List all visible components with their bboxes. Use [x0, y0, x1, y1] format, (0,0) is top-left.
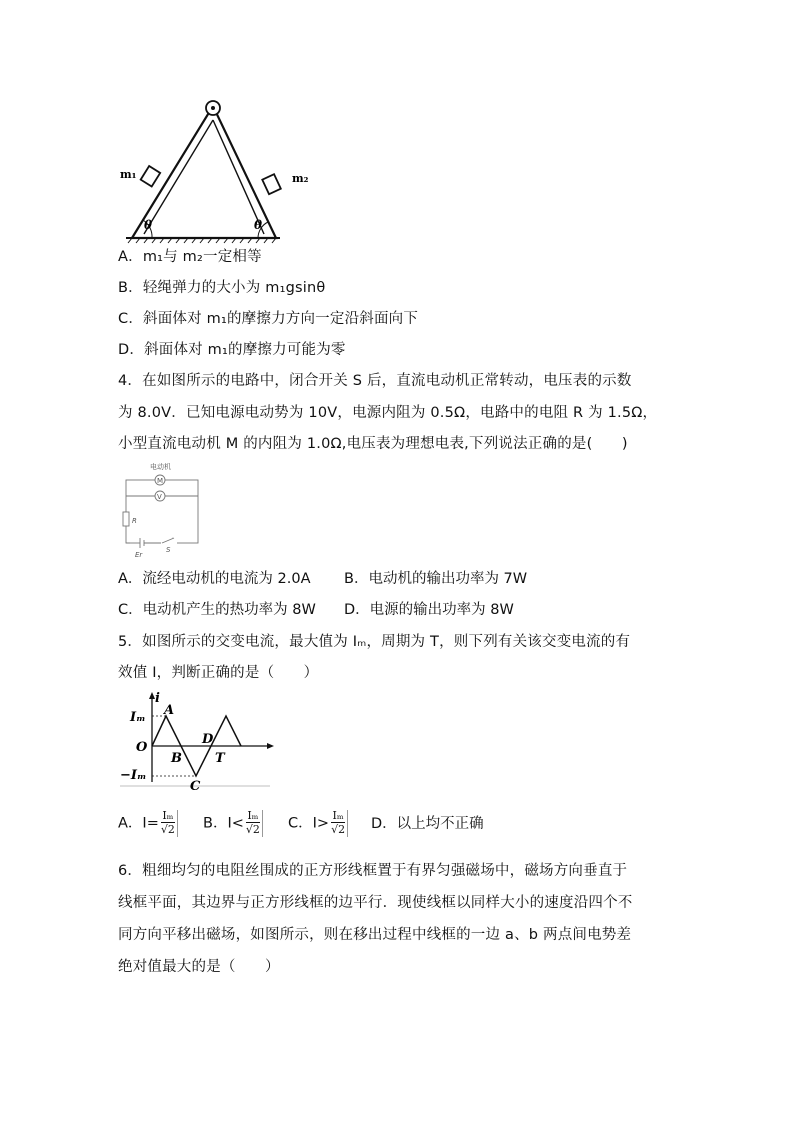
- label-point-b: B: [171, 751, 182, 766]
- label-point-a: A: [164, 703, 175, 718]
- q4-stem-line-2: 为 8.0V．已知电源电动势为 10V，电源内阻为 0.5Ω，电路中的电阻 R 为 1.5Ω，: [118, 405, 658, 421]
- label-im: Iₘ: [130, 710, 146, 725]
- q6-stem-line-4: 绝对值最大的是（ ）: [118, 959, 280, 975]
- fraction-im-over-root2: [161, 810, 175, 837]
- label-source: Er: [135, 551, 143, 559]
- q4-option-d: D．电源的输出功率为 8W: [344, 602, 514, 618]
- label-switch: S: [166, 546, 171, 554]
- fraction-numerator: Iₘ: [247, 809, 259, 822]
- fraction-im-over-root2: [331, 810, 345, 837]
- label-resistor: R: [132, 517, 137, 525]
- q3-option-c: C．斜面体对 m₁的摩擦力方向一定沿斜面向下: [118, 311, 419, 327]
- label-theta-left: θ: [144, 218, 153, 232]
- q3-option-b: B．轻绳弹力的大小为 m₁gsinθ: [118, 280, 326, 296]
- q4-stem-line-1: 4．在如图所示的电路中，闭合开关 S 后，直流电动机正常转动，电压表的示数: [118, 373, 632, 389]
- fraction-numerator: Iₘ: [162, 809, 174, 822]
- label-voltmeter: V: [157, 493, 162, 501]
- q5-stem-line-2: 效值 I，判断正确的是（ ）: [118, 665, 319, 681]
- label-period-t: T: [215, 751, 225, 766]
- q5-option-c-prefix: C．I>: [288, 815, 330, 832]
- fraction-denominator: √2: [331, 823, 346, 836]
- label-m2: m₂: [292, 172, 309, 185]
- q5-option-c: [288, 810, 348, 837]
- q3-option-a: A．m₁与 m₂一定相等: [118, 249, 262, 265]
- q4-option-b: B．电动机的输出功率为 7W: [344, 571, 528, 587]
- label-motor-caption: 电动机: [150, 463, 171, 471]
- label-motor: M: [157, 477, 164, 485]
- fraction-im-over-root2: [246, 810, 260, 837]
- q5-option-a: [118, 810, 178, 837]
- label-i: i: [155, 691, 160, 706]
- label-point-d: D: [202, 732, 214, 747]
- q5-option-b-prefix: B．I<: [203, 815, 244, 832]
- q5-option-a-prefix: A．I=: [118, 815, 159, 832]
- q4-option-c: C．电动机产生的热功率为 8W: [118, 602, 316, 618]
- q4-stem-line-3: 小型直流电动机 M 的内阻为 1.0Ω,电压表为理想电表,下列说法正确的是( ): [118, 436, 628, 452]
- q6-stem-line-2: 线框平面，其边界与正方形线框的边平行．现使线框以同样大小的速度沿四个不: [118, 895, 633, 911]
- circuit-figure: [118, 460, 208, 560]
- q5-option-d: D．以上均不正确: [371, 816, 484, 832]
- fraction-numerator: Iₘ: [332, 809, 344, 822]
- q3-option-d: D．斜面体对 m₁的摩擦力可能为零: [118, 342, 346, 358]
- q6-stem-line-3: 同方向平移出磁场，如图所示，则在移出过程中线框的一边 a、b 两点间电势差: [118, 927, 632, 943]
- fraction-denominator: √2: [245, 823, 260, 836]
- label-point-c: C: [190, 779, 201, 794]
- waveform-figure: [118, 690, 278, 794]
- q4-option-a: A．流经电动机的电流为 2.0A: [118, 571, 311, 587]
- q5-option-b: [203, 810, 263, 837]
- q5-stem-line-1: 5．如图所示的交变电流，最大值为 Iₘ，周期为 T，则下列有关该交变电流的有: [118, 634, 631, 650]
- q6-stem-line-1: 6．粗细均匀的电阻丝围成的正方形线框置于有界匀强磁场中，磁场方向垂直于: [118, 863, 628, 879]
- fraction-denominator: √2: [160, 823, 175, 836]
- label-origin: O: [136, 740, 148, 755]
- label-theta-right: θ: [254, 218, 263, 232]
- label-m1: m₁: [120, 168, 137, 181]
- label-neg-im: −Iₘ: [120, 768, 147, 783]
- incline-figure: [118, 96, 309, 244]
